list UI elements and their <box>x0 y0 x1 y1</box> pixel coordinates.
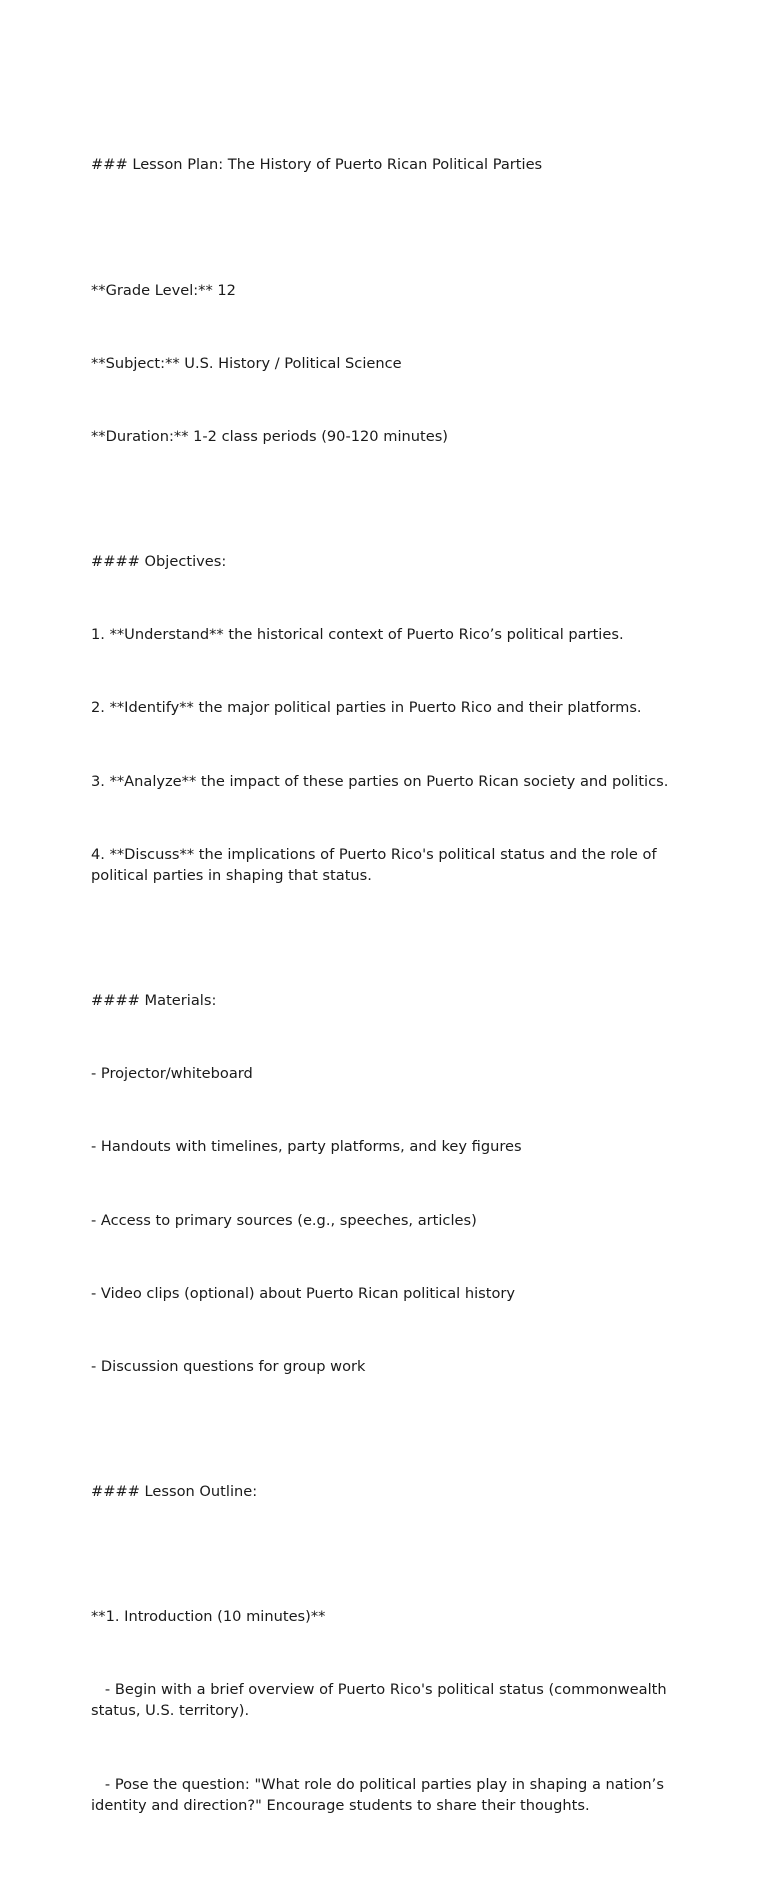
objective-item: 2. **Identify** the major political parties in Puerto Rico and their platforms. <box>91 699 642 716</box>
material-item: - Projector/whiteboard <box>91 1065 253 1082</box>
objective-item: 1. **Understand** the historical context of Puerto Rico’s political parties. <box>91 626 624 643</box>
objective-item: 4. **Discuss** the implications of Puerto Rico's political status and the role of political parties in shaping that status. <box>91 846 662 884</box>
outline-item: - Pose the question: "What role do political parties play in shaping a nation’s identity and direction?" Encourage students to share their thoughts. <box>91 1776 669 1814</box>
material-item: - Video clips (optional) about Puerto Rican political history <box>91 1285 516 1302</box>
document-body <box>91 91 691 1879</box>
duration: **Duration:** 1-2 class periods (90-120 minutes) <box>91 428 448 445</box>
subject: **Subject:** U.S. History / Political Science <box>91 355 402 372</box>
lesson-title: ### Lesson Plan: The History of Puerto Rican Political Parties <box>91 156 543 173</box>
grade-level: **Grade Level:** 12 <box>91 282 236 299</box>
material-item: - Discussion questions for group work <box>91 1358 366 1375</box>
objective-item: 3. **Analyze** the impact of these parties on Puerto Rican society and politics. <box>91 773 669 790</box>
objectives-heading: #### Objectives: <box>91 553 227 570</box>
outline-heading: #### Lesson Outline: <box>91 1483 258 1500</box>
outline-section-heading: **1. Introduction (10 minutes)** <box>91 1608 326 1625</box>
materials-heading: #### Materials: <box>91 992 217 1009</box>
material-item: - Access to primary sources (e.g., speeches, articles) <box>91 1212 477 1229</box>
material-item: - Handouts with timelines, party platforms, and key figures <box>91 1138 522 1155</box>
outline-item: - Begin with a brief overview of Puerto Rico's political status (commonwealth status, U.S. territory). <box>91 1681 672 1719</box>
